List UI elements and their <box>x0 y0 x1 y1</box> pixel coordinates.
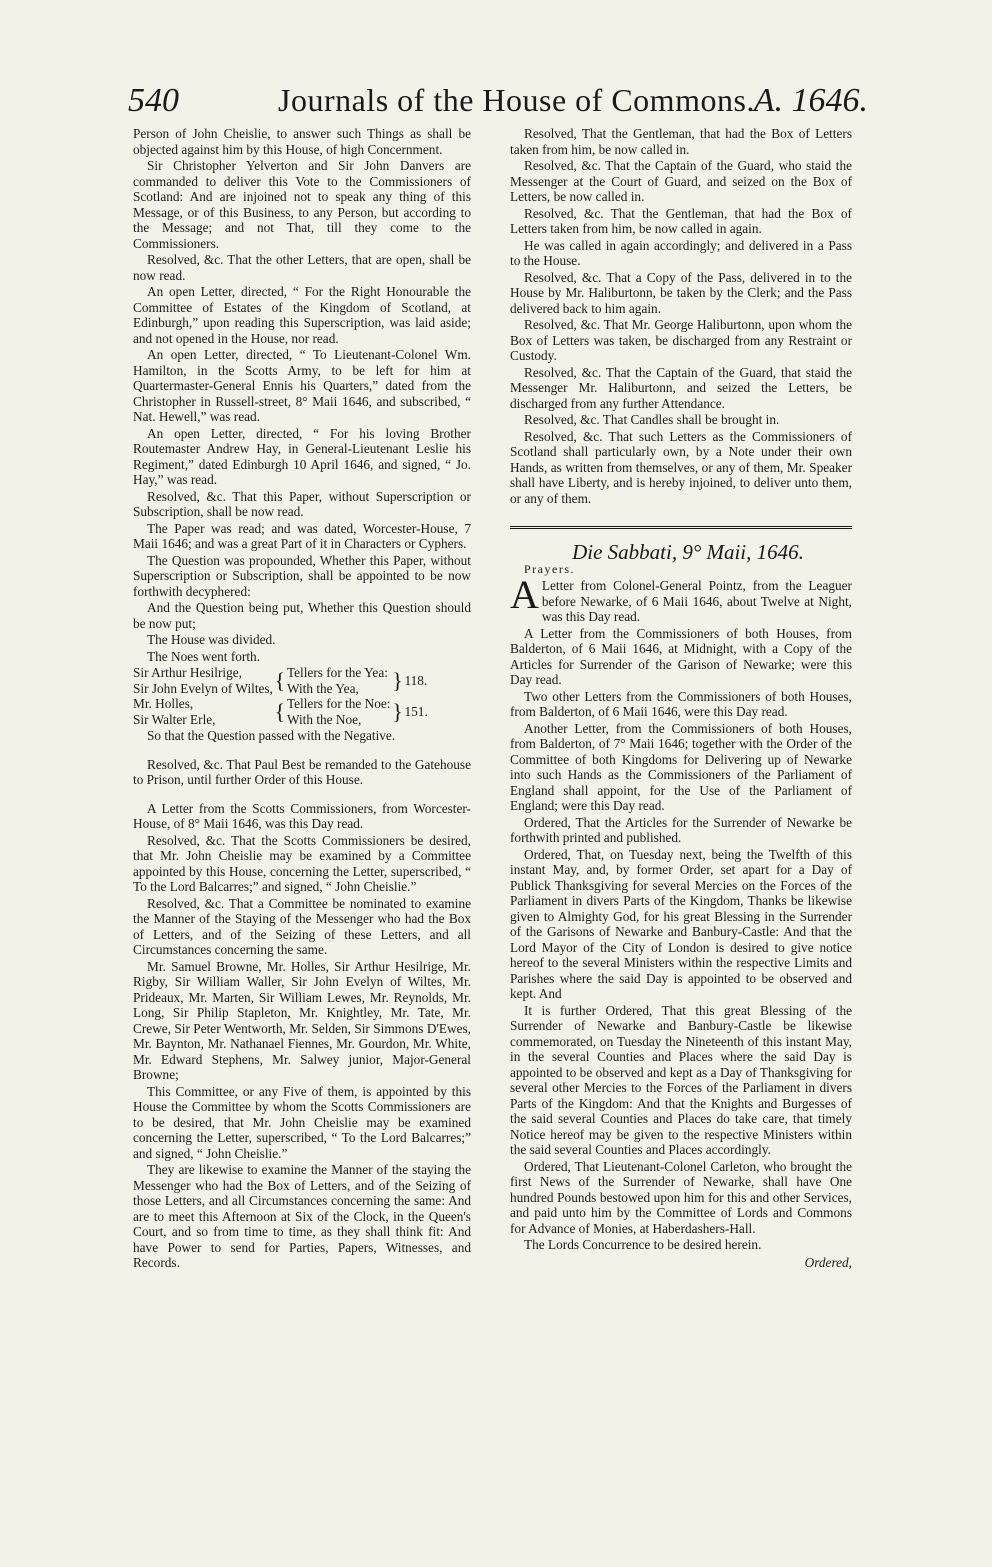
paragraph: An open Letter, directed, “ For the Right Honourable the Committee of Estates of the Kingdom of Scotland, at Edinburgh,” upon reading this Superscription, was laid aside; and not opened in the House, nor read. <box>133 284 471 346</box>
paragraph: It is further Ordered, That this great Blessing of the Surrender of Newarke and Banbury-Castle be likewise commemorated, on Tuesday the Nineteenth of this instant May, in the several Counties and Places where the said Day is appointed to be observed and kept as a Day of Thanksgiving for several other Mercies to the Forces of the Parliament in divers Parts of the Kingdom: And that the Knights and Burgesses of the said several Counties and Places do take care, that timely Notice hereof may be given to the respective Ministers within the said several Counties and Places accordingly. <box>510 1002 852 1157</box>
paragraph: Resolved, &c. That the Scotts Commissioners be desired, that Mr. John Cheislie may be examined by a Committee appointed by this House, concerning the Letter, superscribed, “ To the Lord Balcarres;” and signed, “ John Cheislie.” <box>133 832 471 894</box>
paragraph: Resolved, &c. That the other Letters, that are open, shall be now read. <box>133 252 471 283</box>
paragraph: An open Letter, directed, “ For his loving Brother Routemaster Andrew Hay, in General-Lieutenant Leslie his Regiment,” dated Edinburgh 10 April 1646, and signed, “ Jo. Hay,” was read. <box>133 425 471 487</box>
paragraph: Resolved, &c. That such Letters as the Commissioners of Scotland shall particularly own, by a Note under their own Hands, as written from themselves, or any of them, Mr. Speaker shall have Liberty, and is hereby injoined, to deliver unto them, or any of them. <box>510 428 852 506</box>
spacer <box>133 745 471 757</box>
teller-name: Sir Walter Erle, <box>133 711 216 727</box>
section-divider <box>510 526 852 531</box>
paragraph: Sir Christopher Yelverton and Sir John Danvers are commanded to deliver this Vote to the Commissioners of Scotland: And are injoined not to speak any thing of this Message, or of this Business, to any Person, but according to the Message; and not That, till they come to the Commissioners. <box>133 158 471 251</box>
paragraph: Resolved, &c. That Paul Best be remanded to the Gatehouse to Prison, until further Order of this House. <box>133 756 471 787</box>
paragraph: Resolved, That the Gentleman, that had the Box of Letters taken from him, be now called in. <box>510 126 852 157</box>
paragraph: The Noes went forth. <box>147 648 260 664</box>
page-year: A. 1646. <box>753 82 868 119</box>
paragraph: So that the Question passed with the Negative. <box>147 728 396 743</box>
teller-name: Sir John Evelyn of Wiltes, <box>133 680 273 696</box>
paragraph: Ordered, That, on Tuesday next, being the Twelfth of this instant May, and, by former Order, set apart for a Day of Publick Thanksgiving for several Mercies on the Forces of the Parliament in divers Parts of the Kingdom, Thanks be likewise given to Almighty God, for his great Blessing in the Surrender of the Garisons of Newarke and Banbury-Castle: And that the Lord Mayor of the City of London is desired to give notice hereof to the several Ministers within the respective Limits and Parishes where the said Day is appointed to be observed and kept. And <box>510 846 852 1001</box>
paragraph: The Question was propounded, Whether this Paper, without Superscription or Subscription, shall be appointed to be now forthwith decyphered: <box>133 552 471 599</box>
paragraph: Resolved, &c. That the Gentleman, that had the Box of Letters taken from him, be now called in again. <box>510 205 852 236</box>
paragraph: Resolved, &c. That this Paper, without Superscription or Subscription, shall be now read. <box>133 488 471 519</box>
catchword: Ordered, <box>804 1254 852 1270</box>
teller-role: With the Noe, <box>286 711 362 727</box>
paragraph: This Committee, or any Five of them, is appointed by this House the Committee by whom the Scotts Commissioners are to be desired, that Mr. John Cheislie may be examined concerning the Letter, superscribed, “ To the Lord Balcarres;” and signed, “ John Cheislie.” <box>133 1083 471 1161</box>
paragraph: The House was divided. <box>147 632 276 647</box>
running-title: Journals of the House of Commons. <box>278 82 755 118</box>
page-number: 540 <box>128 82 179 119</box>
paragraph: The Paper was read; and was dated, Worcester-House, 7 Maii 1646; and was a great Part of it in Characters or Cyphers. <box>133 520 471 551</box>
paragraph: Two other Letters from the Commissioners of both Houses, from Balderton, of 6 Maii 1646, were this Day read. <box>510 688 852 719</box>
paragraph: Ordered, That Lieutenant-Colonel Carleton, who brought the first News of the Surrender of Newarke, shall have One hundred Pounds bestowed upon him for this and other Services, and paid unto him by the Committee of Lords and Commons for Advance of Monies, at Haberdashers-Hall. <box>510 1158 852 1236</box>
paragraph: And the Question being put, Whether this Question should be now put; <box>133 600 471 631</box>
paragraph: Resolved, &c. That a Copy of the Pass, delivered in to the House by Mr. Haliburtonn, be taken by the Clerk; and the Pass delivered back to him again. <box>510 269 852 316</box>
paragraph: Resolved, &c. That a Committee be nominated to examine the Manner of the Staying of the Messenger who had the Box of Letters, and of the Seizing of these Letters, and all Circumstances concerning the same. <box>133 895 471 957</box>
paragraph: An open Letter, directed, “ To Lieutenant-Colonel Wm. Hamilton, in the Scotts Army, to be left for him at Quartermaster-General Ennis his Quarters,” dated from the Christopher in Russell-street, 8° Maii 1646, and subscribed, “ Nat. Hewell,” was read. <box>133 347 471 424</box>
paragraph: A Letter from the Commissioners of both Houses, from Balderton, of 6 Maii 1646, at Midnight, with a Copy of the Articles for Surrender of the Garison of Newarke; were this Day read. <box>510 625 852 687</box>
vote-count-yea: 118. <box>404 672 428 688</box>
brace-glyph: { <box>274 667 286 693</box>
page-header <box>128 78 868 126</box>
paragraph: He was called in again accordingly; and delivered in a Pass to the House. <box>510 237 852 268</box>
vote-count-noe: 151. <box>404 703 428 719</box>
teller-name: Mr. Holles, <box>133 696 194 711</box>
paragraph: Resolved, &c. That the Captain of the Guard, who staid the Messenger at the Court of Guard, and seized on the Box of Letters, be now called in. <box>510 158 852 204</box>
teller-role: Tellers for the Yea: <box>286 665 388 680</box>
teller-role: Tellers for the Noe: <box>286 696 391 711</box>
left-column <box>133 126 471 1272</box>
paragraph: Resolved, &c. That Mr. George Haliburtonn, upon whom the Box of Letters was taken, be discharged from any Restraint or Custody. <box>510 317 852 363</box>
paragraph: Another Letter, from the Commissioners of both Houses, from Balderton, of 7° Maii 1646; together with the Order of the Committee of both Kingdoms for Delivering up of Newarke into such Hands as the Commissioners of the Parliament of England shall appoint, for the Use of the Parliament of England; were this Day read. <box>510 720 852 813</box>
teller-name: Sir Arthur Hesilrige, <box>133 665 242 680</box>
paragraph: Ordered, That the Articles for the Surrender of Newarke be forthwith printed and published. <box>510 814 852 845</box>
teller-role: With the Yea, <box>286 680 359 696</box>
tellers-division-table <box>133 665 441 727</box>
spacer <box>133 789 471 801</box>
day-heading: Die Sabbati, 9° Maii, 1646. <box>572 540 804 564</box>
paragraph: Person of John Cheislie, to answer such Things as shall be objected against him by this House, of high Concernment. <box>133 126 471 157</box>
prayers-label: Prayers. <box>524 561 575 576</box>
brace-glyph: } <box>392 667 403 693</box>
brace-glyph: { <box>274 698 286 724</box>
paragraph: ALetter from Colonel-General Pointz, from the Leaguer before Newarke, of 6 Maii 1646, about Twelve at Night, was this Day read. <box>510 572 852 624</box>
brace-glyph: } <box>392 698 403 724</box>
paragraph: Resolved, &c. That the Captain of the Guard, that staid the Messenger Mr. Haliburtonn, and seized the Letters, be discharged from any further Attendance. <box>510 364 852 411</box>
right-column <box>510 126 852 1270</box>
paragraph: Resolved, &c. That Candles shall be brought in. <box>524 412 780 427</box>
paragraph: Mr. Samuel Browne, Mr. Holles, Sir Arthur Hesilrige, Mr. Rigby, Sir William Waller, Sir John Evelyn of Wiltes, Mr. Prideaux, Mr. Marten, Sir William Lewes, Mr. Reynolds, Mr. Long, Sir Philip Stapleton, Mr. Knightley, Mr. Tate, Mr. Crewe, Sir Peter Wentworth, Mr. Selden, Sir Simmons D'Ewes, Mr. Baynton, Mr. Nathanael Fiennes, Mr. Gourdon, Mr. White, Mr. Edward Stephens, Mr. Salwey junior, Major-General Browne; <box>133 958 471 1082</box>
paragraph: A Letter from the Scotts Commissioners, from Worcester-House, of 8° Maii 1646, was this Day read. <box>133 800 471 831</box>
paragraph: They are likewise to examine the Manner of the staying the Messenger who had the Box of Letters, and of the Seizing of those Letters, and all Circumstances concerning the same: And are to meet this Afternoon at Six of the Clock, in the Queen's Court, and so from time to time, as they shall think fit: And have Power to send for Parties, Papers, Witnesses, and Records. <box>133 1162 471 1270</box>
paragraph: The Lords Concurrence to be desired herein. <box>524 1237 762 1252</box>
